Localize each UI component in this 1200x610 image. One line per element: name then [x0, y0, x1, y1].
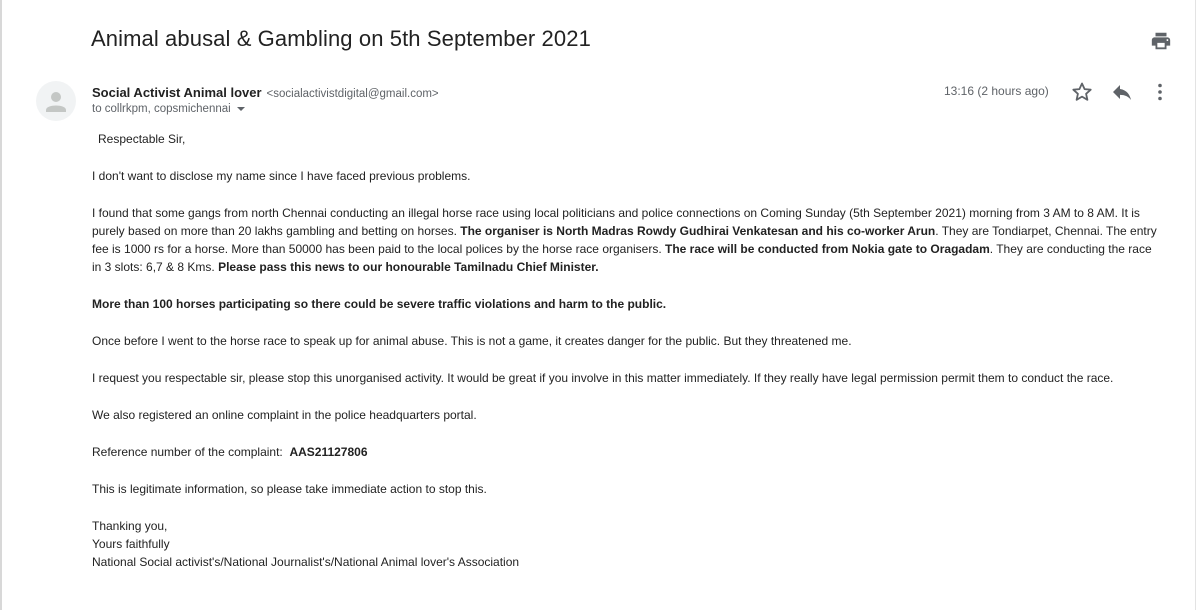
- paragraph-details: [92, 204, 1162, 276]
- details-organiser: The organiser is North Madras Rowdy Gudhirai Venkatesan and his co-worker Arun: [460, 224, 936, 238]
- reference-number: AAS21127806: [289, 445, 368, 459]
- reply-button[interactable]: [1110, 80, 1134, 104]
- closing-thanks: Thanking you,: [92, 519, 168, 533]
- recipients-dropdown[interactable]: [92, 103, 245, 115]
- details-part-1: I found that some gangs from north Chennai conducting an illegal horse race using local politicians and police connections on Coming Sunday (5th September 2021) morning from 3 AM to 8 AM. It is purely based on more than 20 lakhs gambling and betting on horses.: [92, 206, 1140, 238]
- paragraph-complaint: We also registered an online complaint in the police headquarters portal.: [92, 408, 477, 422]
- closing-signature: National Social activist's/National Journalist's/National Animal lover's Association: [92, 555, 520, 569]
- details-route: The race will be conducted from Nokia gate to Oragadam: [665, 242, 990, 256]
- reply-icon: [1110, 80, 1134, 104]
- greeting: Respectable Sir,: [98, 132, 186, 146]
- sender-name[interactable]: Social Activist Animal lover: [92, 85, 262, 100]
- caret-down-icon: [237, 107, 245, 111]
- closing-faithfully: Yours faithfully: [92, 537, 170, 551]
- paragraph-intro: I don't want to disclose my name since I have faced previous problems.: [92, 169, 471, 183]
- recipients-text: to collrkpm, copsmichennai: [92, 103, 231, 115]
- paragraph-warning: More than 100 horses participating so there could be severe traffic violations and harm to the public.: [92, 297, 667, 311]
- avatar-icon: [36, 81, 76, 121]
- email-body: [92, 130, 1162, 571]
- email-subject: Animal abusal & Gambling on 5th September 2021: [91, 26, 591, 51]
- star-icon: [1070, 80, 1094, 104]
- reference-label: Reference number of the complaint:: [92, 445, 290, 459]
- details-part-3: . They are conducting the race in 3 slots: 6,7 & 8 Kms.: [92, 242, 1152, 274]
- paragraph-reference: [92, 443, 1162, 461]
- sender-email: <socialactivistdigital@gmail.com>: [266, 88, 439, 100]
- window-edge-left: [0, 0, 2, 610]
- paragraph-history: Once before I went to the horse race to speak up for animal abuse. This is not a game, it creates danger for the public. But they threatened me.: [92, 334, 852, 348]
- print-button[interactable]: [1150, 30, 1172, 52]
- details-part-2: . They are Tondiarpet, Chennai. The entry fee is 1000 rs for a horse. More than 50000 has been paid to the local polices by the horse race organisers.: [92, 224, 1157, 256]
- sender-avatar[interactable]: [36, 81, 76, 121]
- message-time: 13:16 (2 hours ago): [944, 84, 1049, 98]
- more-options-button[interactable]: [1148, 80, 1172, 104]
- sender-line: [92, 84, 439, 102]
- more-vert-icon: [1148, 80, 1172, 104]
- star-button[interactable]: [1070, 80, 1094, 104]
- window-edge-right: [1195, 0, 1196, 610]
- details-request: Please pass this news to our honourable Tamilnadu Chief Minister.: [218, 260, 599, 274]
- print-icon: [1150, 30, 1172, 52]
- paragraph-request: I request you respectable sir, please stop this unorganised activity. It would be great if you involve in this matter immediately. If they really have legal permission permit them to conduct the race.: [92, 371, 1114, 385]
- paragraph-legitimate: This is legitimate information, so please take immediate action to stop this.: [92, 482, 487, 496]
